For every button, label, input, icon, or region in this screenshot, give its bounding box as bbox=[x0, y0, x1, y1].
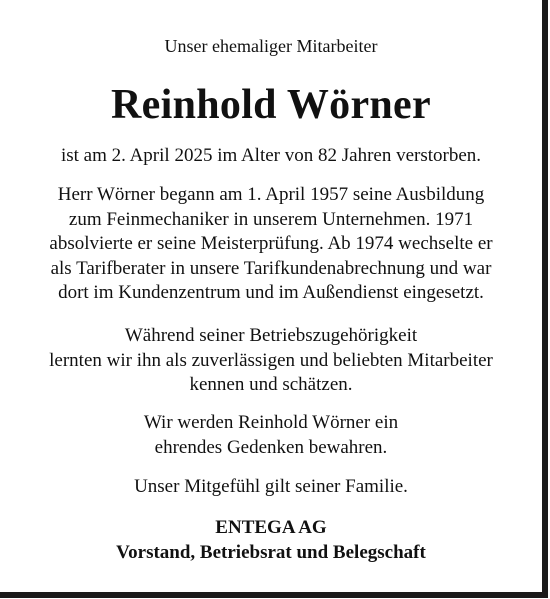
signature-line: Vorstand, Betriebsrat und Belegschaft bbox=[116, 542, 426, 563]
memory-line: Wir werden Reinhold Wörner ein bbox=[143, 412, 399, 433]
career-line: als Tarifberater in unsere Tarifkundenabrechnung und war bbox=[50, 257, 492, 279]
memory-paragraph bbox=[0, 411, 542, 460]
career-line: Herr Wörner begann am 1. April 1957 seine Ausbildung bbox=[57, 184, 485, 205]
memory-line: ehrendes Gedenken bewahren. bbox=[154, 436, 388, 458]
signature-company: ENTEGA AG bbox=[215, 517, 327, 538]
career-paragraph bbox=[0, 183, 542, 306]
career-line: zum Feinmechaniker in unserem Unternehmen. 1971 bbox=[68, 208, 474, 230]
praise-line: lernten wir ihn als zuverlässigen und beliebten Mitarbeiter bbox=[49, 349, 493, 371]
praise-paragraph bbox=[0, 324, 542, 398]
career-line: absolvierte er seine Meisterprüfung. Ab 1974 wechselte er bbox=[49, 233, 493, 254]
death-announcement: ist am 2. April 2025 im Alter von 82 Jahren verstorben. bbox=[60, 145, 482, 166]
intro-text: Unser ehemaliger Mitarbeiter bbox=[164, 36, 378, 56]
praise-line: kennen und schätzen. bbox=[189, 374, 353, 395]
praise-line: Während seiner Betriebszugehörigkeit bbox=[124, 325, 418, 346]
career-line: dort im Kundenzentrum und im Außendienst eingesetzt. bbox=[58, 282, 484, 303]
condolence-text: Unser Mitgefühl gilt seiner Familie. bbox=[134, 476, 408, 497]
deceased-name: Reinhold Wörner bbox=[111, 82, 431, 128]
